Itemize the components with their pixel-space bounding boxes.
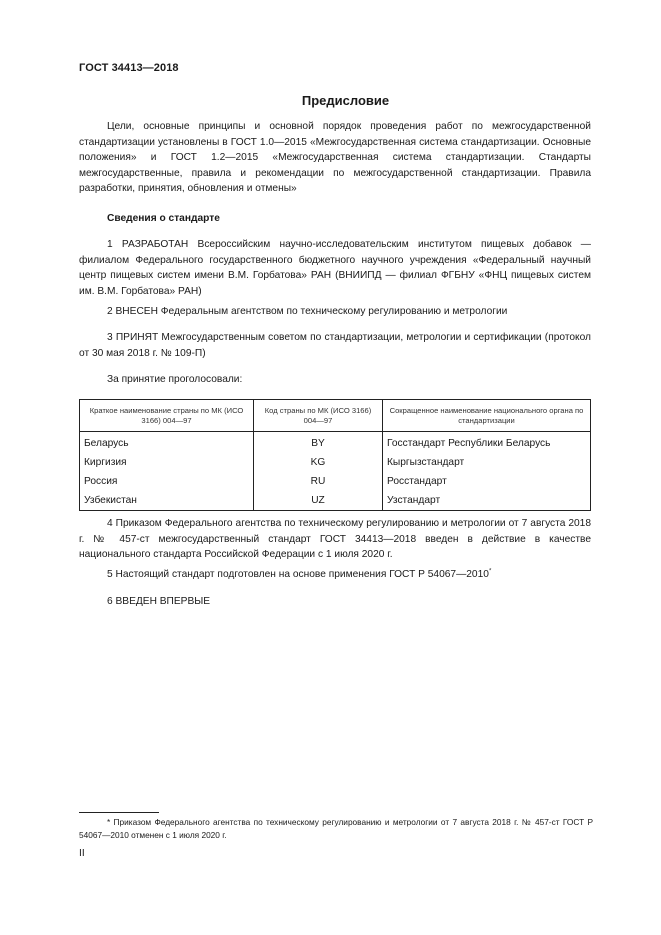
standards-body-cell: Узстандарт: [383, 491, 591, 511]
voted-label: За принятие проголосовали:: [107, 374, 243, 385]
item-4: [79, 516, 591, 563]
standards-body-cell: Росстандарт: [383, 472, 591, 491]
country-name-cell: Киргизия: [80, 453, 254, 472]
country-name-cell: Россия: [80, 472, 254, 491]
preface-title: Предисловие: [301, 93, 390, 108]
item-1: [79, 237, 591, 299]
country-name-cell: Беларусь: [80, 432, 254, 454]
table-header-row: [80, 400, 591, 432]
standards-body-cell: Кыргызстандарт: [383, 453, 591, 472]
preface-intro-text: Цели, основные принципы и основной порядок проведения работ по межгосударственной стандартизации установлены в ГОСТ 1.0—2015 «Межгосударственная система стандартизации. Основные положения» и ГОСТ 1.2—2015 «Межгосударственная система стандартизации. Стандарты межгосударственные, правила и рекомендации по межгосударственной стандартизации. Правила разработки, принятия, обновления и отмены»: [79, 121, 591, 195]
country-code-cell: KG: [254, 453, 383, 472]
item-2: 2 ВНЕСЕН Федеральным агентством по техническому регулированию и метрологии: [107, 306, 508, 317]
item-3: [79, 330, 591, 361]
footnote-marker: *: [488, 568, 492, 575]
column-header-country-name: Краткое наименование страны по МК (ИСО 3166) 004—97: [80, 400, 254, 432]
column-header-country-code: Код страны по МК (ИСО 3166) 004—97: [254, 400, 383, 432]
item-1-text: 1 РАЗРАБОТАН Всероссийским научно-исследовательским институтом пищевых добавок — филиалом Федерального государственного бюджетного научного учреждения «Федеральный научный центр пищевых систем имени В.М. Горбатова» РАН (ВНИИПД — филиал ФГБНУ «ФНЦ пищевых систем им. В.М. Горбатова» РАН): [79, 239, 591, 297]
item-5: [107, 569, 491, 580]
standards-body-cell: Госстандарт Республики Беларусь: [383, 432, 591, 454]
country-code-cell: BY: [254, 432, 383, 454]
item-4-text: 4 Приказом Федерального агентства по техническому регулированию и метрологии от 7 августа 2018 г. № 457-ст межгосударственный стандарт ГОСТ 34413—2018 введен в действие в качестве национального стандарта Российской Федерации с 1 июля 2020 г.: [79, 518, 591, 561]
country-code-cell: RU: [254, 472, 383, 491]
item-3-text: 3 ПРИНЯТ Межгосударственным советом по стандартизации, метрологии и сертификации (протокол от 30 мая 2018 г. № 109-П): [79, 332, 591, 359]
item-5-text: 5 Настоящий стандарт подготовлен на основе применения ГОСТ Р 54067—2010: [107, 569, 489, 580]
page-number: II: [79, 848, 85, 859]
country-code-cell: UZ: [254, 491, 383, 511]
voting-countries-table: [79, 399, 591, 511]
footnote-divider: [79, 812, 159, 813]
footnote: [79, 816, 593, 842]
country-name-cell: Узбекистан: [80, 491, 254, 511]
column-header-standards-body: Сокращенное наименование национального органа по стандартизации: [383, 400, 591, 432]
table-row: [80, 472, 591, 491]
item-6: 6 ВВЕДЕН ВПЕРВЫЕ: [107, 596, 211, 607]
table-row: [80, 453, 591, 472]
table-row: [80, 491, 591, 511]
standard-info-heading: Сведения о стандарте: [107, 213, 220, 224]
footnote-text: * Приказом Федерального агентства по техническому регулированию и метрологии от 7 августа 2018 г. № 457-ст ГОСТ Р 54067—2010 отменен с 1 июля 2020 г.: [79, 817, 593, 840]
table-row: [80, 432, 591, 454]
document-header: ГОСТ 34413—2018: [79, 62, 179, 74]
preface-intro: [79, 119, 591, 197]
